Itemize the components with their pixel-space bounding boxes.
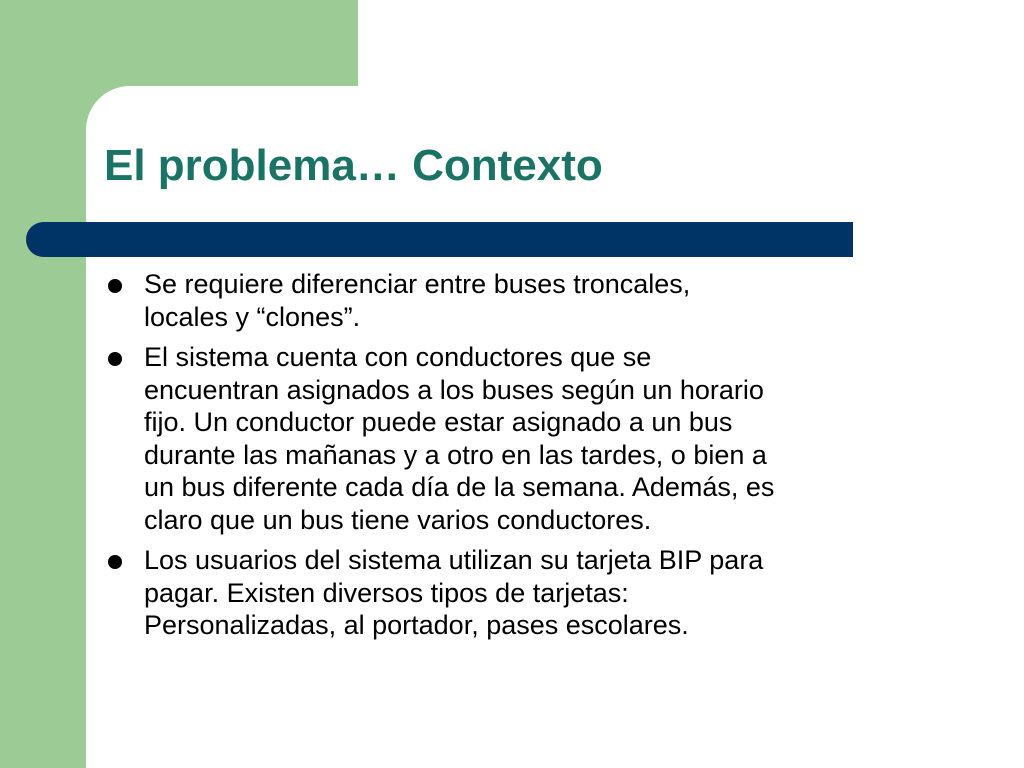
bullet-item-2: [104, 341, 934, 536]
bullet-dot-icon: [108, 555, 122, 569]
bullet-line: pagar. Existen diversos tipos de tarjetas:: [144, 577, 629, 608]
bullet-line: encuentran asignados a los buses según un horario: [144, 374, 764, 405]
bullet-list: [104, 268, 934, 650]
slide-title: El problema… Contexto: [104, 141, 603, 190]
bullet-item-3: [104, 544, 934, 642]
bullet-line: claro que un bus tiene varios conductores.: [144, 504, 652, 535]
bullet-line: Personalizadas, al portador, pases escolares.: [144, 610, 689, 640]
title-underline-bar: [26, 222, 853, 257]
bullet-item-1: [104, 268, 934, 333]
bullet-line: Se requiere diferenciar entre buses troncales,: [144, 269, 691, 299]
bullet-line: El sistema cuenta con conductores que se: [144, 342, 652, 372]
bullet-dot-icon: [108, 279, 122, 293]
bullet-line: un bus diferente cada día de la semana. Además, es: [144, 472, 775, 502]
bullet-dot-icon: [108, 352, 122, 366]
bullet-line: fijo. Un conductor puede estar asignado a un bus: [144, 407, 733, 437]
bullet-line: durante las mañanas y a otro en las tardes, o bien a: [144, 439, 767, 470]
bullet-line: Los usuarios del sistema utilizan su tarjeta BIP para: [144, 545, 764, 575]
bullet-line: locales y “clones”.: [144, 301, 361, 332]
